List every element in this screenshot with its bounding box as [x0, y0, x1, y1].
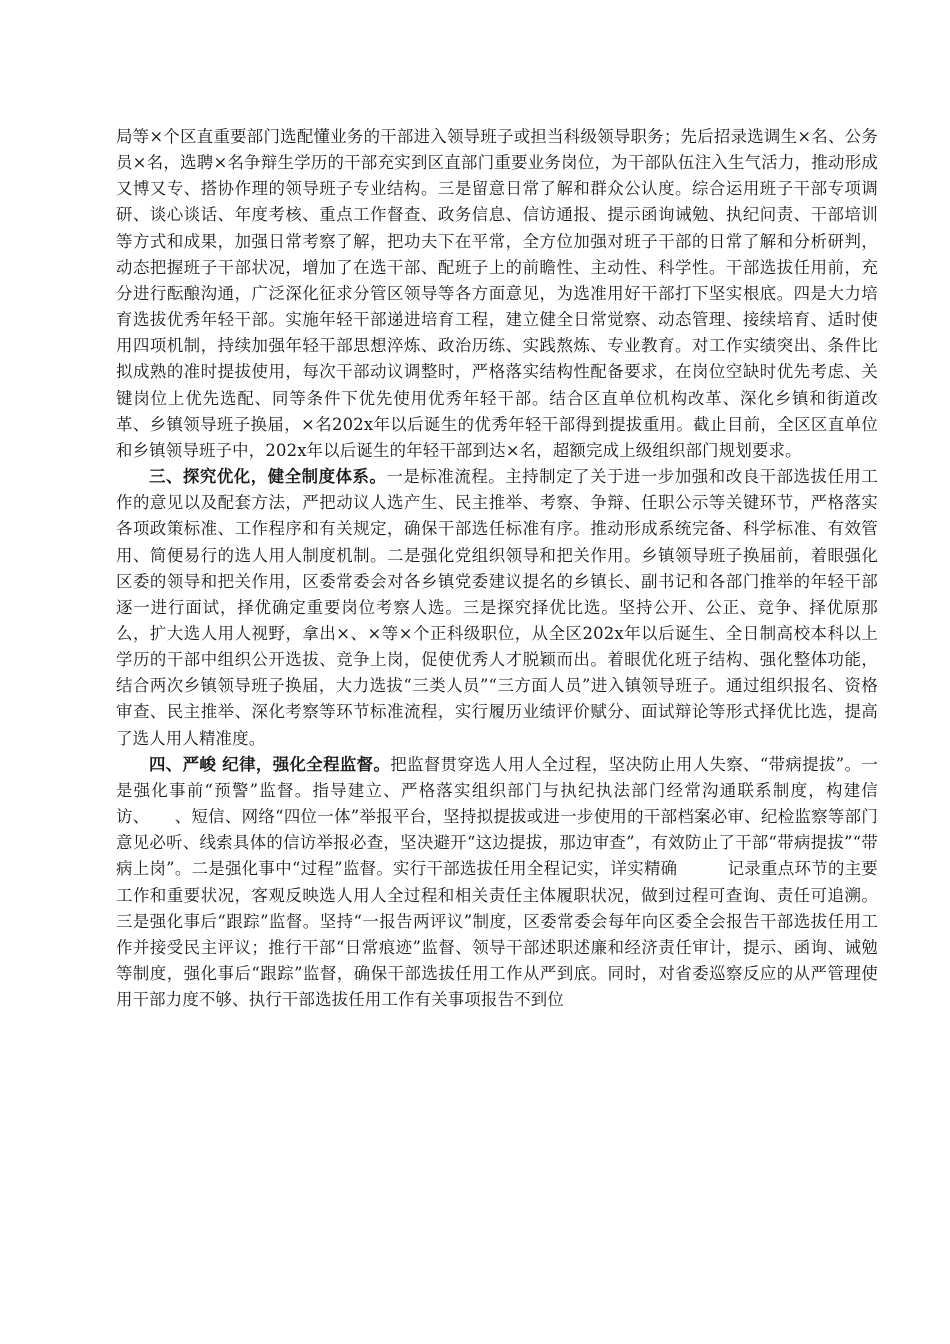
paragraph-1-body: 局等×个区直重要部门选配懂业务的干部进入领导班子或担当科级领导职务；先后招录选调生×名、公务员×名，选聘×名争辩生学历的干部充实到区直部门重要业务岗位，为干部队伍注入生气活力，推动形成又博又专、搭协作理的领导班子专业结构。三是留意日常了解和群众公认度。综合运用班子干部专项调研、谈心谈话、年度考核、重点工作督查、政务信息、信访通报、提示函询诫勉、执纪问责、干部培训等方式和成果，加强日常考察了解，把功夫下在平常，全方位加强对班子干部的日常了解和分析研判，动态把握班子干部状况，增加了在选干部、配班子上的前瞻性、主动性、科学性。干部选拔任用前，充分进行酝酿沟通，广泛深化征求分管区领导等各方面意见，为选准用好干部打下坚实根底。四是大力培育选拔优秀年轻干部。实施年轻干部递进培育工程，建立健全日常觉察、动态管理、接续培育、适时使用四项机制，持续加强年轻干部思想淬炼、政治历练、实践熬炼、专业教育。对工作实绩突出、条件比拟成熟的准时提拔使用，每次干部动议调整时，严格落实结构性配备要求，在岗位空缺时优先考虑、关键岗位上优先选配、同等条件下优先使用优秀年轻干部。结合区直单位机构改革、深化乡镇和街道改革、乡镇领导班子换届，×名202x年以后诞生的优秀年轻干部得到提拔重用。截止目前，全区区直单位和乡镇领导班子中，202x年以后诞生的年轻干部到达×名，超额完成上级组织部门规划要求。: [116, 127, 878, 460]
paragraph-3-body: 把监督贯穿选人用人全过程，坚决防止用人失察、“带病提拔”。一是强化事前“预警”监督。指导建立、严格落实组织部门与执纪执法部门经常沟通联系制度，构建信访、 、短信、网络“四位一体”举报平台，坚持拟提拔或进一步使用的干部档案必审、纪检监察等部门意见必听、线索具体的信访举报必查，坚决避开“这边提拔，那边审查”，有效防止了干部“带病提拔”“带病上岗”。二是强化事中“过程”监督。实行干部选拔任用全程记实，详实精确 记录重点环节的主要工作和重要状况，客观反映选人用人全过程和相关责任主体履职状况，做到过程可查询、责任可追溯。三是强化事后“跟踪”监督。坚持“一报告两评议”制度，区委常委会每年向区委全会报告干部选拔任用工作并接受民主评议；推行干部“日常痕迹”监督、领导干部述职述廉和经济责任审计，提示、函询、诫勉等制度，强化事后“跟踪”监督，确保干部选拔任用工作从严到底。同时，对省委巡察反应的从严管理使用干部力度不够、执行干部选拔任用工作有关事项报告不到位: [116, 754, 878, 1010]
document-body: [116, 124, 878, 1013]
section-4-heading: 四、严峻 纪律，强化全程监督。: [149, 754, 391, 774]
paragraph-3: [116, 752, 878, 1014]
paragraph-1: [116, 124, 878, 464]
section-3-heading: 三、探究优化，健全制度体系。: [149, 467, 387, 487]
paragraph-2: [116, 464, 878, 752]
paragraph-2-body: 一是标准流程。主持制定了关于进一步加强和改良干部选拔任用工作的意见以及配套方法，严把动议人选产生、民主推举、考察、争辩、任职公示等关键环节，严格落实各项政策标准、工作程序和有关规定，确保干部选任标准有序。推动形成系统完备、科学标准、有效管用、简便易行的选人用人制度机制。二是强化党组织领导和把关作用。乡镇领导班子换届前，着眼强化区委的领导和把关作用，区委常委会对各乡镇党委建议提名的乡镇长、副书记和各部门推举的年轻干部逐一进行面试，择优确定重要岗位考察人选。三是探究择优比选。坚持公开、公正、竞争、择优原那么，扩大选人用人视野，拿出×、×等×个正科级职位，从全区202x年以后诞生、全日制高校本科以上学历的干部中组织公开选拔、竞争上岗，促使优秀人才脱颖而出。着眼优化班子结构、强化整体功能，结合两次乡镇领导班子换届，大力选拔“三类人员”“三方面人员”进入镇领导班子。通过组织报名、资格审查、民主推举、深化考察等环节标准流程，实行履历业绩评价赋分、面试辩论等形式择优比选，提高了选人用人精准度。: [116, 467, 878, 748]
